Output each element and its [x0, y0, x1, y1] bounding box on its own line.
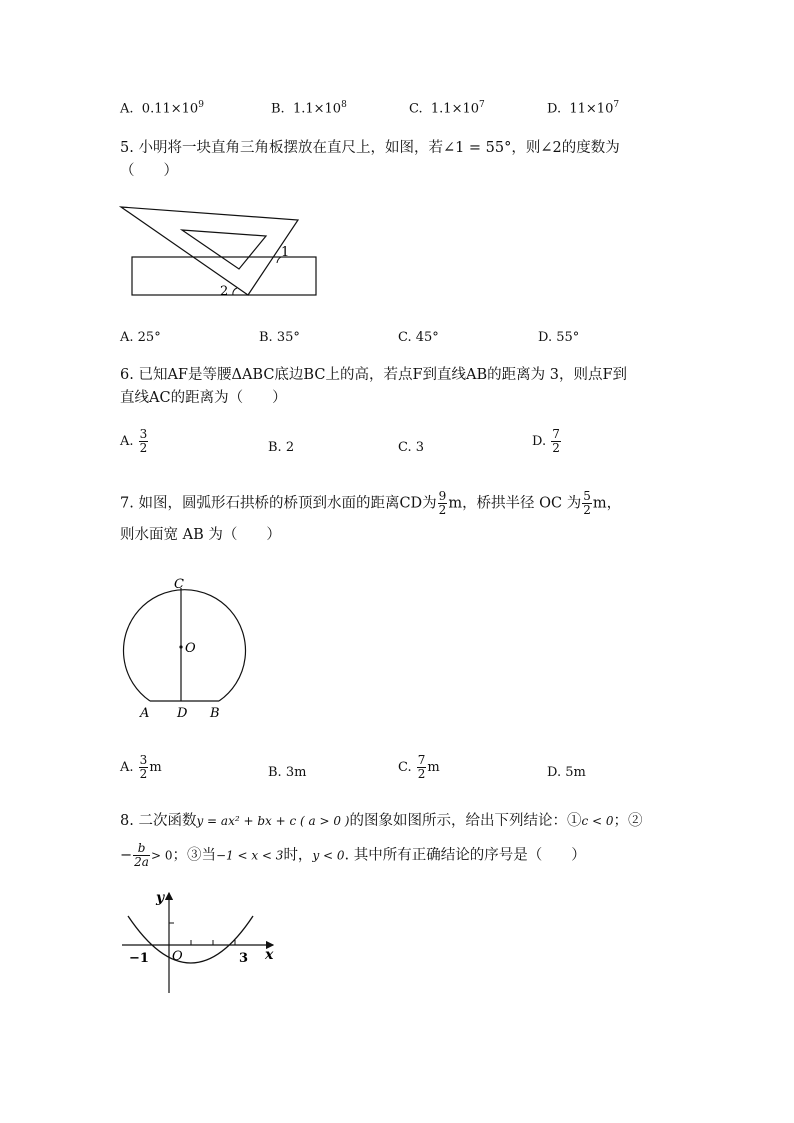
- q5-figure-ruler-triangle: [118, 200, 328, 302]
- q8-figure-parabola: [118, 888, 288, 998]
- label-o: O: [185, 641, 196, 656]
- label-x: x: [265, 947, 274, 963]
- q7-option-b: B. 3m: [268, 765, 307, 780]
- q7-stem-line1: 7. 如图，圆弧形石拱桥的桥顶到水面的距离CD为 $\frac{9}{2}$ m，桥拱半径 OC 为 $\frac{5}{2}$ m，: [120, 489, 622, 517]
- q6-option-d: D. $\frac{7}{2}$: [532, 427, 560, 455]
- q8-stem-line1: 8. 二次函数y = ax² + bx + c ( a > 0 )的图象如图所示，给出下列结论：①c < 0；②: [120, 813, 643, 829]
- oc-fraction: $\frac{5}{2}$: [583, 489, 591, 517]
- triangle-outer: [121, 207, 298, 295]
- q4-option-c: C. $1.1\times 10^7$: [409, 100, 485, 117]
- fraction: $\frac{7}{2}$: [552, 427, 560, 455]
- q6-option-a: A. $\frac{3}{2}$: [120, 427, 148, 455]
- label-d: D: [177, 706, 188, 721]
- q6-option-b: B. 2: [268, 440, 295, 455]
- q5-option-c: C. 45°: [398, 330, 439, 345]
- q5-option-d: D. 55°: [538, 330, 580, 345]
- point-o: [179, 645, 182, 648]
- label-o: O: [172, 949, 183, 964]
- q4-option-d: D. $11\times 10^7$: [547, 100, 620, 117]
- label-minus-1: −1: [129, 951, 149, 966]
- fraction: $\frac{7}{2}$: [417, 753, 426, 781]
- angle-1-arc: [277, 257, 281, 263]
- q7-stem-line2: 则水面宽 AB 为（ ）: [120, 527, 281, 543]
- q5-stem-line1: 5. 小明将一块直角三角板摆放在直尺上，如图，若∠1 = 55°，则∠2的度数为: [120, 140, 620, 156]
- angle-1-label: 1: [281, 245, 290, 260]
- q6-option-c: C. 3: [398, 440, 425, 455]
- cd-fraction: $\frac{9}{2}$: [438, 489, 447, 517]
- fraction: $\frac{3}{2}$: [139, 427, 148, 455]
- q4-option-b: B. $1.1\times 10^8$: [271, 100, 347, 117]
- q5-option-a: A. 25°: [120, 330, 161, 345]
- label-3: 3: [239, 951, 249, 966]
- q7-option-c: C. $\frac{7}{2}$ m: [398, 753, 440, 781]
- label-c: C: [174, 577, 184, 592]
- q5-option-b: B. 35°: [259, 330, 300, 345]
- q6-stem-line2: 直线AC的距离为（ ）: [120, 390, 287, 406]
- triangle-inner: [182, 230, 266, 269]
- label-y: y: [156, 890, 165, 906]
- q7-figure-arch-bridge: [112, 572, 252, 724]
- label-b: B: [210, 706, 220, 721]
- angle-2-arc: [233, 288, 237, 295]
- fraction: $\frac{3}{2}$: [139, 753, 148, 781]
- q7-option-d: D. 5m: [547, 765, 586, 780]
- q7-option-a: A. $\frac{3}{2}$ m: [120, 753, 162, 781]
- q6-stem-line1: 6. 已知AF是等腰ΔABC底边BC上的高，若点F到直线AB的距离为 3，则点F到: [120, 367, 628, 383]
- q5-stem-line2: （ ）: [120, 163, 178, 179]
- q8-stem-line2: − $\frac{b}{2a}$ > 0；③当−1 < x < 3时，y < 0. 其中所有正确结论的序号是（ ）: [120, 841, 586, 869]
- label-a: A: [140, 706, 150, 721]
- angle-2-label: 2: [220, 284, 229, 299]
- q4-option-a: A. $0.11\times 10^9$: [120, 100, 204, 117]
- b-over-2a: $\frac{b}{2a}$: [134, 841, 149, 869]
